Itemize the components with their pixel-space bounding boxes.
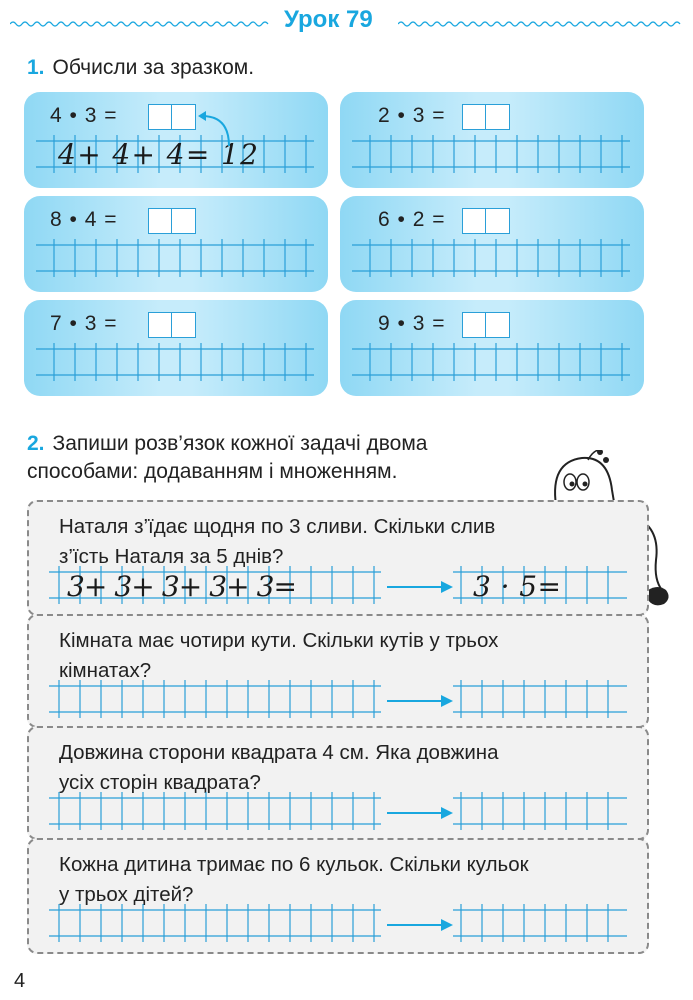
exercise-card-6 <box>340 300 644 396</box>
sample-answer: 4+ 4+ 4= 12 <box>58 138 258 171</box>
arrow-right-icon <box>387 580 453 594</box>
word-problem-4 <box>27 838 649 954</box>
problem-text-line: Кожна дитина тримає по 6 кульок. Скільки кульок <box>59 853 529 876</box>
arrow-right-icon <box>387 806 453 820</box>
solution-grid[interactable] <box>29 678 647 724</box>
lesson-header <box>0 2 693 42</box>
writing-grid[interactable] <box>340 340 644 396</box>
word-problem-2 <box>27 614 649 728</box>
exercise-card-3 <box>24 196 328 292</box>
answer-box[interactable] <box>148 104 196 130</box>
writing-grid[interactable] <box>340 236 644 292</box>
task1-heading <box>27 56 254 80</box>
task2-heading <box>27 430 427 486</box>
problem-text-line: кімнатах? <box>59 659 152 682</box>
problem-text-line: Кімната має чотири кути. Скільки кутів у трьох <box>59 629 499 652</box>
wave-decoration-left <box>10 20 272 28</box>
card-expression: 7 • 3 = <box>50 312 118 335</box>
answer-box[interactable] <box>148 208 196 234</box>
task2-instruction-line1: Запиши розв’язок кожної задачі двома <box>52 432 428 455</box>
card-expression: 4 • 3 = <box>50 104 118 127</box>
card-expression: 9 • 3 = <box>378 312 446 335</box>
problem-text-line: з’їсть Наталя за 5 днів? <box>59 545 284 568</box>
card-expression: 8 • 4 = <box>50 208 118 231</box>
sample-multiplication: 3 · 5= <box>473 570 561 603</box>
page-number: 4 <box>14 970 26 992</box>
lesson-title: Урок 79 <box>284 6 373 33</box>
writing-grid[interactable] <box>24 340 328 396</box>
problem-text-line: у трьох дітей? <box>59 883 194 906</box>
card-expression: 6 • 2 = <box>378 208 446 231</box>
word-problem-1 <box>27 500 649 616</box>
writing-grid[interactable] <box>24 236 328 292</box>
task2-number: 2. <box>27 432 45 455</box>
wave-decoration-right <box>398 20 683 28</box>
word-problem-3 <box>27 726 649 840</box>
arrow-icon <box>196 110 236 148</box>
solution-grid[interactable] <box>29 790 647 836</box>
answer-box[interactable] <box>462 312 510 338</box>
answer-box[interactable] <box>148 312 196 338</box>
task2-instruction-line2: способами: додаванням і множенням. <box>27 460 398 483</box>
answer-box[interactable] <box>462 208 510 234</box>
problem-text <box>59 512 649 572</box>
task1-instruction: Обчисли за зразком. <box>52 56 255 79</box>
exercise-card-2 <box>340 92 644 188</box>
writing-grid[interactable] <box>24 132 328 188</box>
problem-text-line: Довжина сторони квадрата 4 см. Яка довжина <box>59 741 499 764</box>
exercise-card-5 <box>24 300 328 396</box>
problem-text <box>59 738 649 798</box>
task1-number: 1. <box>27 56 45 79</box>
solution-grid[interactable] <box>29 902 647 948</box>
problem-text <box>59 850 649 910</box>
arrow-right-icon <box>387 918 453 932</box>
problem-text-line: Наталя з’їдає щодня по 3 сливи. Скільки слив <box>59 515 496 538</box>
exercise-card-4 <box>340 196 644 292</box>
answer-box[interactable] <box>462 104 510 130</box>
exercise-card-1 <box>24 92 328 188</box>
sample-addition: 3+ 3+ 3+ 3+ 3= <box>67 570 297 603</box>
writing-grid[interactable] <box>340 132 644 188</box>
arrow-right-icon <box>387 694 453 708</box>
card-expression: 2 • 3 = <box>378 104 446 127</box>
solution-grid[interactable] <box>29 564 647 610</box>
problem-text-line: усіх сторін квадрата? <box>59 771 261 794</box>
problem-text <box>59 626 649 686</box>
